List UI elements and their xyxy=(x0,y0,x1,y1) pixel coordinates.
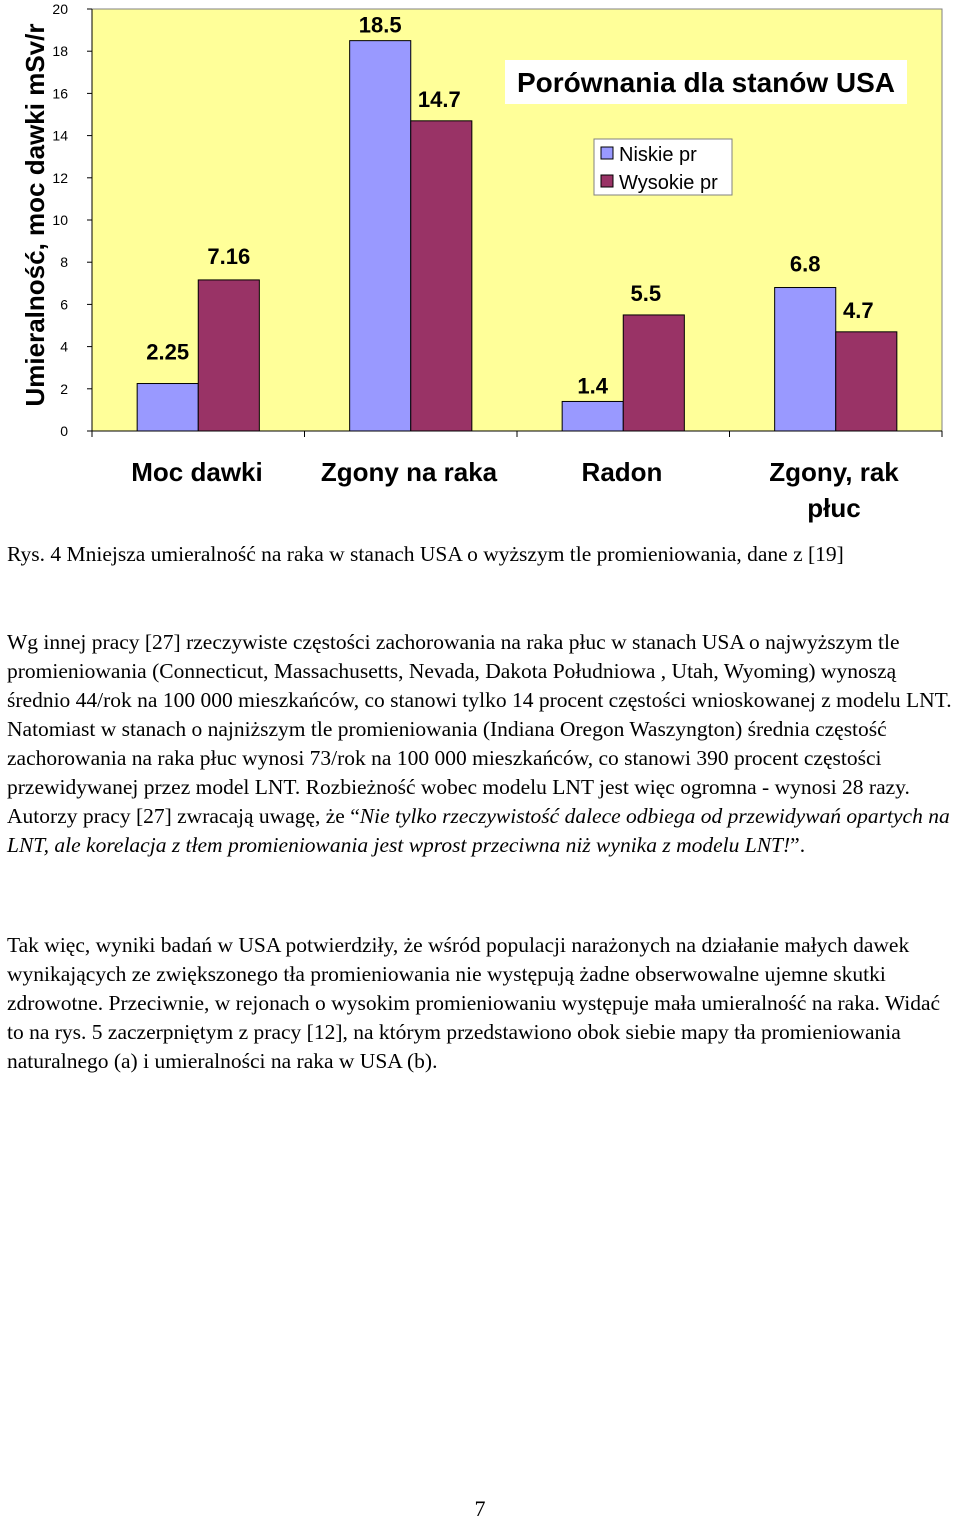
paragraph-2-text: Tak więc, wyniki badań w USA potwierdziły, że wśród populacji narażonych na działanie małych dawek wynikających ze zwiększonego tła promieniowania nie występują żadne obserwowalne ujemne skutki zdrowotne. Przeciwnie, w rejonach o wysokim promieniowaniu występuje mała umieralność na raka. Widać to na rys. 5 zaczerpniętym z pracy [12], na którym przedstawiono obok siebie mapy tła promieniowania naturalnego (a) i umieralności na raka w USA (b). xyxy=(7,933,941,1073)
data-label: 4.7 xyxy=(843,297,874,323)
x-axis xyxy=(92,431,942,437)
data-label: 7.16 xyxy=(207,243,251,269)
bar-niskie xyxy=(562,401,623,431)
bar-niskie xyxy=(350,41,411,431)
paragraph-1 xyxy=(7,628,957,860)
y-tick-label: 4 xyxy=(60,338,68,355)
bar-niskie xyxy=(137,384,198,431)
y-tick-label: 20 xyxy=(52,1,68,17)
y-axis-title: Umieralność, moc dawki mSv/r xyxy=(20,23,50,407)
y-tick-label: 2 xyxy=(60,380,68,397)
data-label: 5.5 xyxy=(630,280,662,306)
y-tick-label: 14 xyxy=(52,127,68,144)
legend-label-niskie: Niskie pr xyxy=(619,144,697,166)
paragraph-1-quote: Nie tylko rzeczywistość dalece odbiega od przewidywań opartych na LNT, ale korelacja z tłem promieniowania jest wprost przeciwna niż wynika z modelu LNT! xyxy=(7,804,950,857)
y-tick-label: 6 xyxy=(60,296,68,313)
category-label: Moc dawki xyxy=(131,457,263,487)
y-axis xyxy=(52,1,92,439)
data-label: 1.4 xyxy=(577,373,608,399)
y-tick-label: 10 xyxy=(52,212,68,228)
data-label: 6.8 xyxy=(789,251,821,277)
bar-niskie xyxy=(775,288,836,431)
caption-prefix: Rys. 4 xyxy=(7,542,62,566)
legend-label-wysokie: Wysokie pr xyxy=(619,172,718,194)
legend xyxy=(594,139,732,195)
data-label: 18.5 xyxy=(358,12,402,38)
bar-chart xyxy=(0,0,960,540)
category-label: Zgony, rak xyxy=(769,457,899,487)
legend-swatch-wysokie xyxy=(601,175,613,187)
category-labels xyxy=(131,457,899,523)
y-tick-label: 18 xyxy=(52,43,68,60)
y-tick-label: 16 xyxy=(52,85,68,102)
data-label: 14.7 xyxy=(417,86,461,112)
bar-wysokie xyxy=(836,332,897,431)
paragraph-1-end: ”. xyxy=(790,833,806,857)
y-tick-label: 0 xyxy=(60,423,68,439)
category-label: Radon xyxy=(581,457,663,487)
category-label-cont: płuc xyxy=(807,493,861,523)
legend-swatch-niskie xyxy=(601,147,613,159)
y-tick-label: 8 xyxy=(60,254,68,271)
caption-text: Mniejsza umieralność na raka w stanach USA o wyższym tle promieniowania, dane z [19] xyxy=(66,542,844,566)
paragraph-1-text: Wg innej pracy [27] rzeczywiste częstości zachorowania na raka płuc w stanach USA o najwyższym tle promieniowania (Connecticut, Massachusetts, Nevada, Dakota Południowa , Utah, Wyoming) wynoszą średnio 44/rok na 100 000 mieszkańców, co stanowi tylko 14 procent częstości wnioskowanej z modelu LNT. Natomiast w stanach o najniższym tle promieniowania (Indiana Oregon Waszyngton) średnia częstość zachorowania na raka płuc wynosi 73/rok na 100 000 mieszkańców, co stanowi 390 procent częstości przewidywanej przez model LNT. Rozbieżność wobec modelu LNT jest więc ogromna - wynosi 28 razy. Autorzy pracy [27] zwracają uwagę, że “ xyxy=(7,630,952,828)
bar-wysokie xyxy=(198,280,259,431)
category-label: Zgony na raka xyxy=(320,457,498,487)
y-tick-label: 12 xyxy=(52,169,68,186)
bar-wysokie xyxy=(623,315,684,431)
chart-title: Porównania dla stanów USA xyxy=(516,67,896,98)
bar-wysokie xyxy=(411,121,472,431)
data-label: 2.25 xyxy=(146,339,190,365)
paragraph-2 xyxy=(7,931,957,1076)
page-number: 7 xyxy=(474,1496,486,1521)
figure-caption xyxy=(7,540,957,569)
